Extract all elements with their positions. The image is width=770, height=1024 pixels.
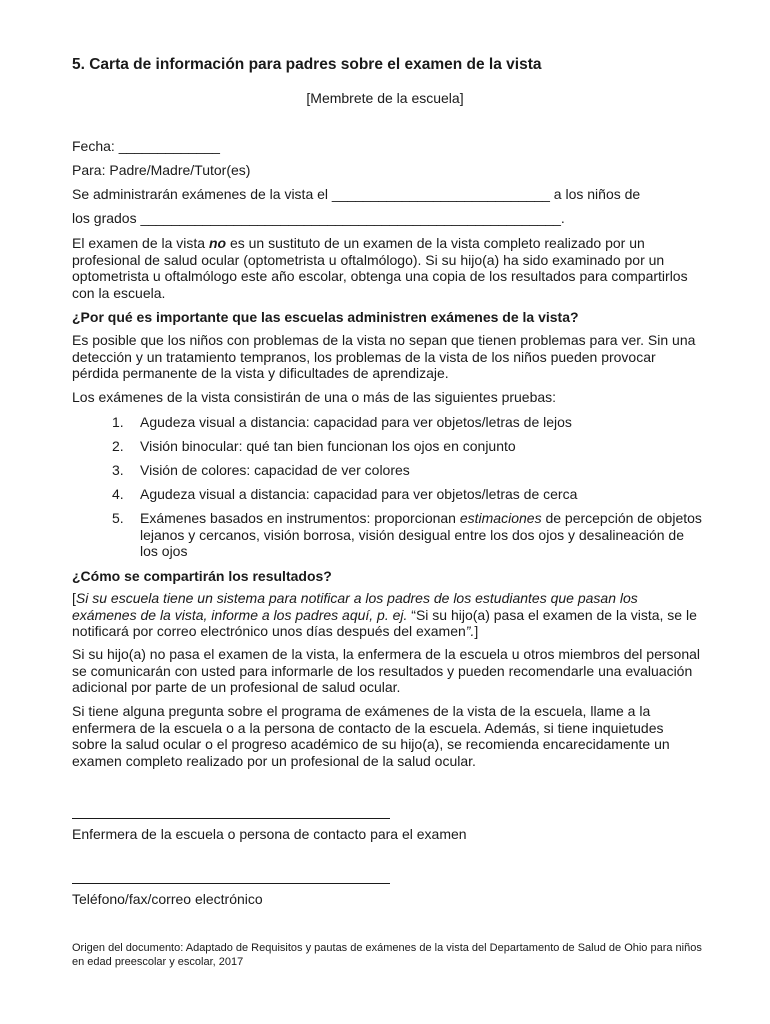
date-field: Fecha: _____________ xyxy=(72,138,220,154)
tests-intro: Los exámenes de la vista consistirán de una o más de las siguientes pruebas: xyxy=(72,389,557,405)
bracket-close: ] xyxy=(474,623,479,639)
intro-text-end: es un sustituto de un examen de la vista completo realizado por un profesional de salud ocular (optometrista u oftalmólogo). Si su hijo(a) ha sido examinado por un optometrista u oftalmólogo este año escolar, obtenga una copia de los resultados para compartirlos con la escuela. xyxy=(72,235,688,301)
list-item-number: 3. xyxy=(112,462,124,478)
share-quote-close: ”. xyxy=(465,623,475,639)
share-heading: ¿Cómo se compartirán los resultados? xyxy=(72,568,332,584)
why-paragraph: Es posible que los niños con problemas de la vista no sepan que tienen problemas para ver. Sin una detección y un tratamiento tempranos, los problemas de la vista de los niños pueden provocar pérdida permanente de la vista y dificultades de aprendizaje. xyxy=(72,332,696,381)
document-title: 5. Carta de información para padres sobre el examen de la vista xyxy=(72,56,542,73)
intro-paragraph xyxy=(72,235,702,301)
screening-date-line: Se administrarán exámenes de la vista el ____________________________ a los niños de xyxy=(72,186,641,202)
share-example-quote: “Si su hijo(a) pasa el examen de la vista, se le notificará por correo electrónico unos días después del examen xyxy=(72,606,697,639)
signature-line-phone xyxy=(72,883,390,884)
fail-paragraph: Si su hijo(a) no pasa el examen de la vista, la enfermera de la escuela u otros miembros del personal se comunicarán con usted para informarle de los resultados y pueden recomendarle una evaluación adicional por parte de un profesional de salud ocular. xyxy=(72,646,700,695)
questions-paragraph: Si tiene alguna pregunta sobre el programa de exámenes de la vista de la escuela, llame a la enfermera de la escuela o a la persona de contacto de la escuela. Además, si tiene inquietudes sobre la salud ocular o el progreso académico de su hijo(a), se recomienda encarecidamente un examen completo realizado por un profesional de la salud ocular. xyxy=(72,703,670,769)
grades-line: los grados ______________________________________________________. xyxy=(72,210,565,226)
list-item-number: 1. xyxy=(112,414,124,430)
contact-info-label: Teléfono/fax/correo electrónico xyxy=(72,891,263,907)
signature-line-contact xyxy=(72,818,390,819)
list-item-text-end: de percepción de objetos lejanos y cercanos, visión borrosa, visión desigual entre los dos ojos y desalineación de los ojos xyxy=(140,510,702,559)
list-item: Visión binocular: qué tan bien funcionan los ojos en conjunto xyxy=(140,438,516,454)
list-item xyxy=(140,510,702,560)
list-item-number: 2. xyxy=(112,438,124,454)
share-instruction-italic: Si su escuela tiene un sistema para notificar a los padres de los estudiantes que pasan los exámenes de la vista, informe a los padres aquí, p. ej. xyxy=(72,590,638,623)
list-item: Agudeza visual a distancia: capacidad para ver objetos/letras de cerca xyxy=(140,486,578,502)
school-letterhead-placeholder: [Membrete de la escuela] xyxy=(306,90,464,106)
intro-emphasis: no xyxy=(208,235,227,251)
list-item-number: 5. xyxy=(112,510,124,526)
list-item: Agudeza visual a distancia: capacidad para ver objetos/letras de lejos xyxy=(140,414,572,430)
list-item-emphasis: estimaciones xyxy=(459,510,542,526)
document-source-footer: Origen del documento: Adaptado de Requisitos y pautas de exámenes de la vista del Departamento de Salud de Ohio para niños en edad preescolar y escolar, 2017 xyxy=(72,942,702,968)
contact-label: Enfermera de la escuela o persona de contacto para el examen xyxy=(72,826,467,842)
list-item-text-start: Exámenes basados en instrumentos: proporcionan xyxy=(140,510,460,526)
share-paragraph xyxy=(72,590,702,640)
bracket-open: [ xyxy=(72,590,76,606)
why-heading: ¿Por qué es importante que las escuelas administren exámenes de la vista? xyxy=(72,309,579,325)
recipient-line: Para: Padre/Madre/Tutor(es) xyxy=(72,162,251,178)
list-item-number: 4. xyxy=(112,486,124,502)
list-item: Visión de colores: capacidad de ver colores xyxy=(140,462,410,478)
intro-text-start: El examen de la vista xyxy=(72,235,209,251)
